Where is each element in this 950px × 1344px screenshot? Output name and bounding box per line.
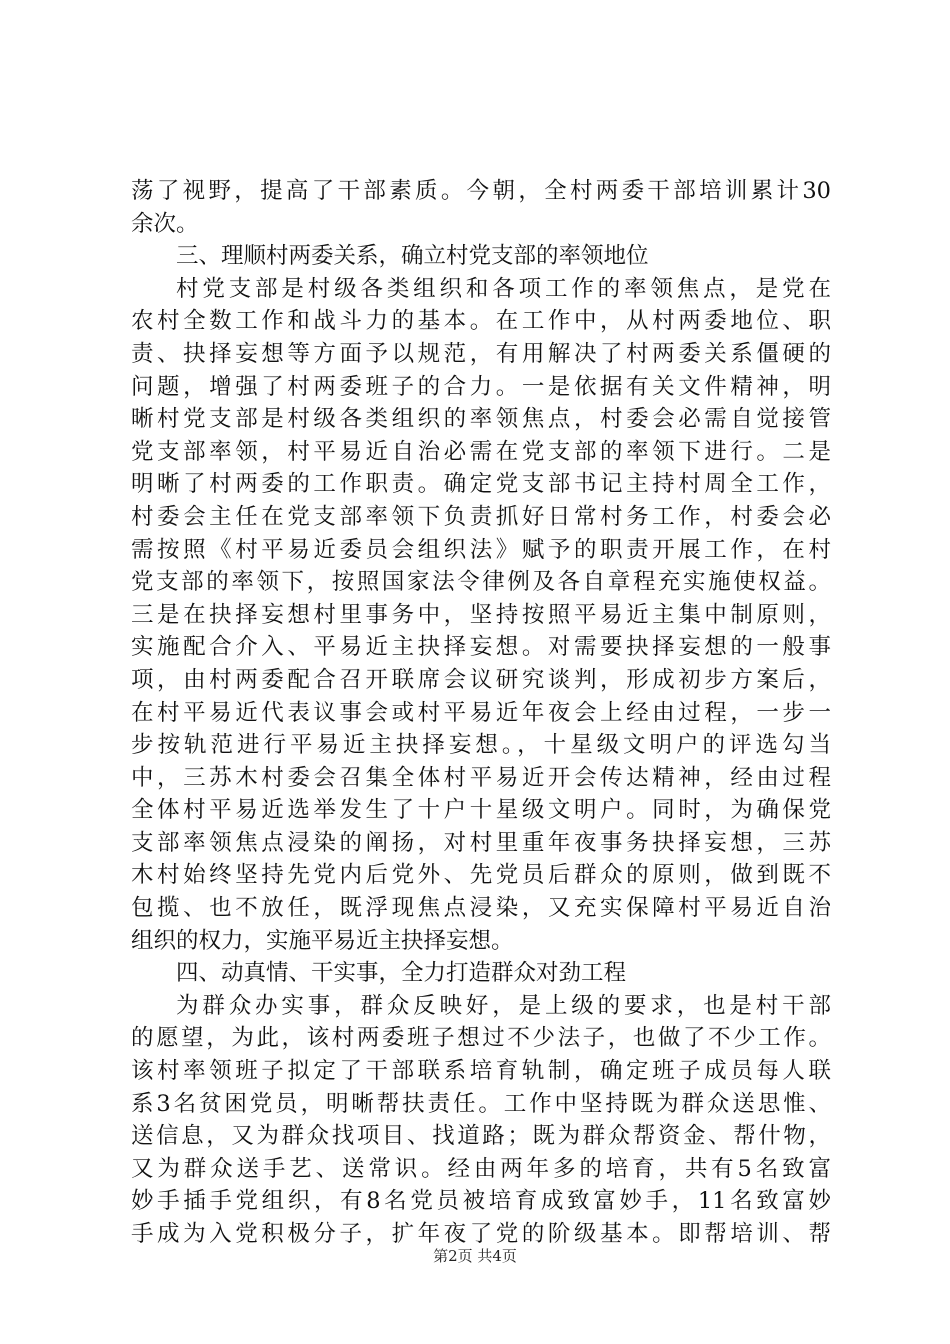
text-line: 晰村党支部是村级各类组织的率领焦点，村委会必需自觉接管 [131, 406, 831, 433]
text-line: 党支部率领，村平易近自治必需在党支部的率领下进行。二是 [131, 438, 831, 465]
text-line: 全体村平易近选举发生了十户十星级文明户。同时，为确保党 [131, 797, 831, 824]
document-body [131, 175, 831, 1251]
text-line: 村党支部是村级各类组织和各项工作的率领焦点，是党在 [176, 275, 831, 302]
text-line: 余次。 [131, 210, 199, 237]
text-line: 步按轨范进行平易近主抉择妄想。，十星级文明户的评选勾当 [131, 732, 831, 759]
text-line: 送信息，又为群众找项目、找道路；既为群众帮资金、帮什物， [131, 1123, 831, 1150]
text-line: 项，由村两委配合召开联席会议研究谈判，形成初步方案后， [131, 666, 831, 693]
text-line: 实施配合介入、平易近主抉择妄想。对需要抉择妄想的一般事 [131, 634, 831, 661]
text-line: 系3名贫困党员，明晰帮扶责任。工作中坚持既为群众送思惟、 [131, 1090, 831, 1117]
text-line: 党支部的率领下，按照国家法令律例及各自章程充实施使权益。 [131, 569, 831, 596]
text-line: 村委会主任在党支部率领下负责抓好日常村务工作，村委会必 [131, 503, 831, 530]
text-line: 的愿望，为此，该村两委班子想过不少法子，也做了不少工作。 [131, 1025, 831, 1052]
text-line: 荡了视野，提高了干部素质。今朝，全村两委干部培训累计30 [131, 178, 831, 204]
section-heading: 三、理顺村两委关系，确立村党支部的率领地位 [176, 243, 649, 270]
text-line: 该村率领班子拟定了干部联系培育轨制，确定班子成员每人联 [131, 1058, 831, 1085]
text-line: 需按照《村平易近委员会组织法》赋予的职责开展工作，在村 [131, 536, 831, 563]
page-number-footer: 第2页 共4页 [433, 1247, 517, 1265]
text-line: 组织的权力，实施平易近主抉择妄想。 [131, 927, 514, 954]
text-line: 又为群众送手艺、送常识。经由两年多的培育，共有5名致富 [131, 1155, 831, 1182]
text-line: 支部率领焦点浸染的阐扬，对村里重年夜事务抉择妄想，三苏 [131, 829, 831, 856]
section-heading: 四、动真情、干实事，全力打造群众对劲工程 [176, 960, 627, 987]
text-line: 在村平易近代表议事会或村平易近年夜会上经由过程，一步一 [131, 699, 831, 726]
text-line: 手成为入党积极分子，扩年夜了党的阶级基本。即帮培训、帮 [131, 1221, 831, 1247]
text-line: 问题，增强了村两委班子的合力。一是依据有关文件精神，明 [131, 373, 831, 400]
text-line: 三是在抉择妄想村里事务中，坚持按照平易近主集中制原则， [131, 601, 831, 628]
text-line: 责、抉择妄想等方面予以规范，有用解决了村两委关系僵硬的 [131, 340, 831, 367]
text-line: 明晰了村两委的工作职责。确定党支部书记主持村周全工作， [131, 471, 831, 498]
text-line: 为群众办实事，群众反映好，是上级的要求，也是村干部 [176, 992, 831, 1019]
text-line: 包揽、也不放任，既浮现焦点浸染，又充实保障村平易近自治 [131, 895, 831, 922]
text-line: 木村始终坚持先党内后党外、先党员后群众的原则，做到既不 [131, 862, 831, 889]
text-line: 中，三苏木村委会召集全体村平易近开会传达精神，经由过程 [131, 764, 831, 791]
text-line: 妙手插手党组织，有8名党员被培育成致富妙手，11名致富妙 [131, 1188, 831, 1215]
text-line: 农村全数工作和战斗力的基本。在工作中，从村两委地位、职 [131, 308, 831, 335]
